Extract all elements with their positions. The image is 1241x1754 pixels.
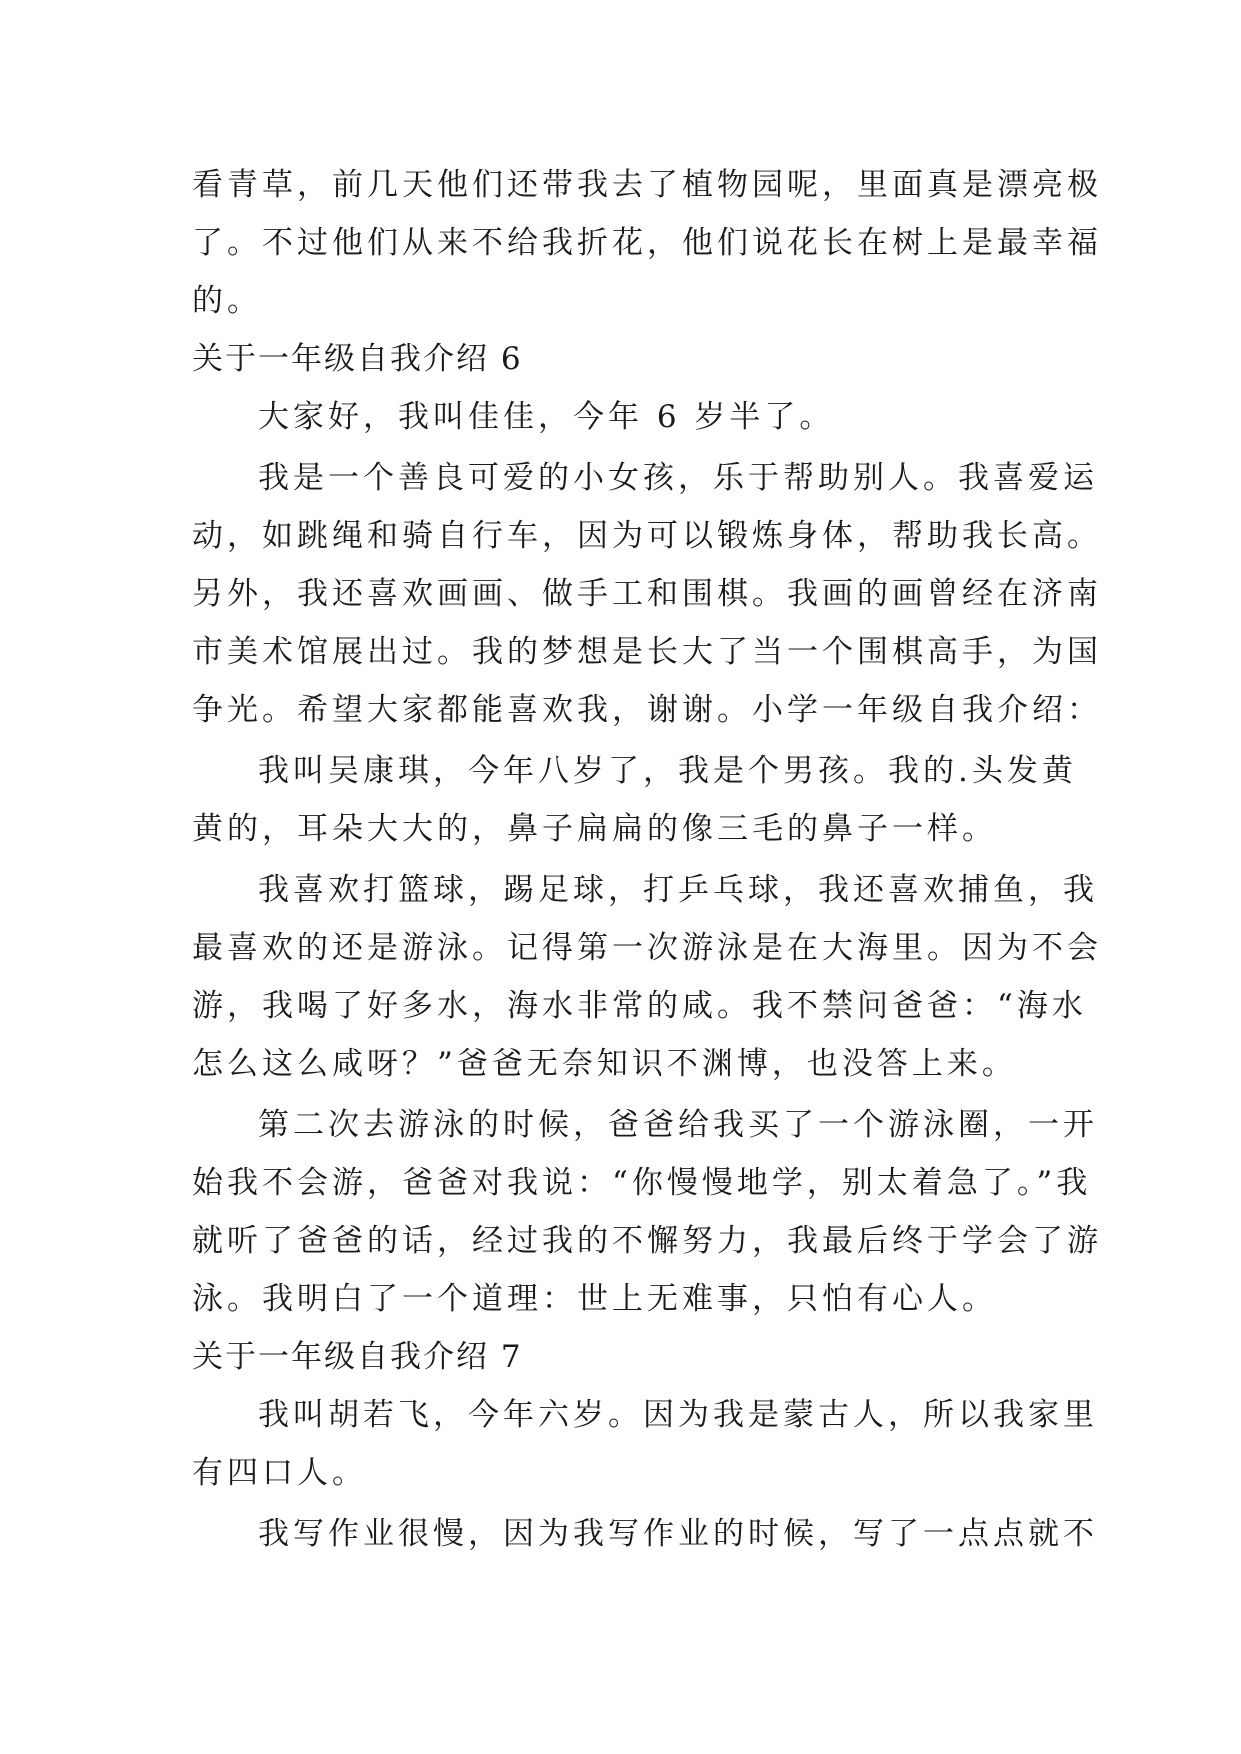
text-line: 大家好，我叫佳佳，今年 6 岁半了。 bbox=[258, 399, 835, 435]
text-line: 市美术馆展出过。我的梦想是长大了当一个围棋高手，为国 bbox=[192, 634, 1102, 670]
text-line: 游，我喝了好多水，海水非常的咸。我不禁问爸爸：“海水 bbox=[192, 988, 1087, 1024]
text-line: 我叫胡若飞，今年六岁。因为我是蒙古人，所以我家里 bbox=[258, 1397, 1098, 1433]
text-line: 我是一个善良可爱的小女孩，乐于帮助别人。我喜爱运 bbox=[258, 460, 1098, 496]
section-heading-6: 关于一年级自我介绍 6 bbox=[192, 341, 523, 377]
text-line: 争光。希望大家都能喜欢我，谢谢。小学一年级自我介绍： bbox=[192, 692, 1102, 728]
text-line: 有四口人。 bbox=[192, 1455, 367, 1491]
text-line: 另外，我还喜欢画画、做手工和围棋。我画的画曾经在济南 bbox=[192, 576, 1102, 612]
text-line: 第二次去游泳的时候，爸爸给我买了一个游泳圈，一开 bbox=[258, 1107, 1098, 1143]
text-line: 最喜欢的还是游泳。记得第一次游泳是在大海里。因为不会 bbox=[192, 930, 1102, 966]
text-line: 动，如跳绳和骑自行车，因为可以锻炼身体，帮助我长高。 bbox=[192, 518, 1102, 554]
text-line: 泳。我明白了一个道理：世上无难事，只怕有心人。 bbox=[192, 1281, 997, 1317]
text-line: 的。 bbox=[192, 283, 262, 319]
section-heading-7: 关于一年级自我介绍 7 bbox=[192, 1339, 523, 1375]
text-line: 我喜欢打篮球，踢足球，打乒乓球，我还喜欢捕鱼，我 bbox=[258, 872, 1098, 908]
document-body bbox=[192, 156, 1102, 1563]
text-line: 黄的，耳朵大大的，鼻子扁扁的像三毛的鼻子一样。 bbox=[192, 811, 997, 847]
text-line: 看青草，前几天他们还带我去了植物园呢，里面真是漂亮极 bbox=[192, 167, 1102, 203]
text-line: 我叫吴康琪，今年八岁了，我是个男孩。我的.头发黄 bbox=[258, 753, 1077, 789]
text-line: 我写作业很慢，因为我写作业的时候，写了一点点就不 bbox=[258, 1516, 1098, 1552]
text-line: 始我不会游，爸爸对我说：“你慢慢地学，别太着急了。”我 bbox=[192, 1165, 1092, 1201]
text-line: 怎么这么咸呀？”爸爸无奈知识不渊博，也没答上来。 bbox=[192, 1046, 1017, 1082]
text-line: 了。不过他们从来不给我折花，他们说花长在树上是最幸福 bbox=[192, 225, 1102, 261]
text-line: 就听了爸爸的话，经过我的不懈努力，我最后终于学会了游 bbox=[192, 1223, 1102, 1259]
